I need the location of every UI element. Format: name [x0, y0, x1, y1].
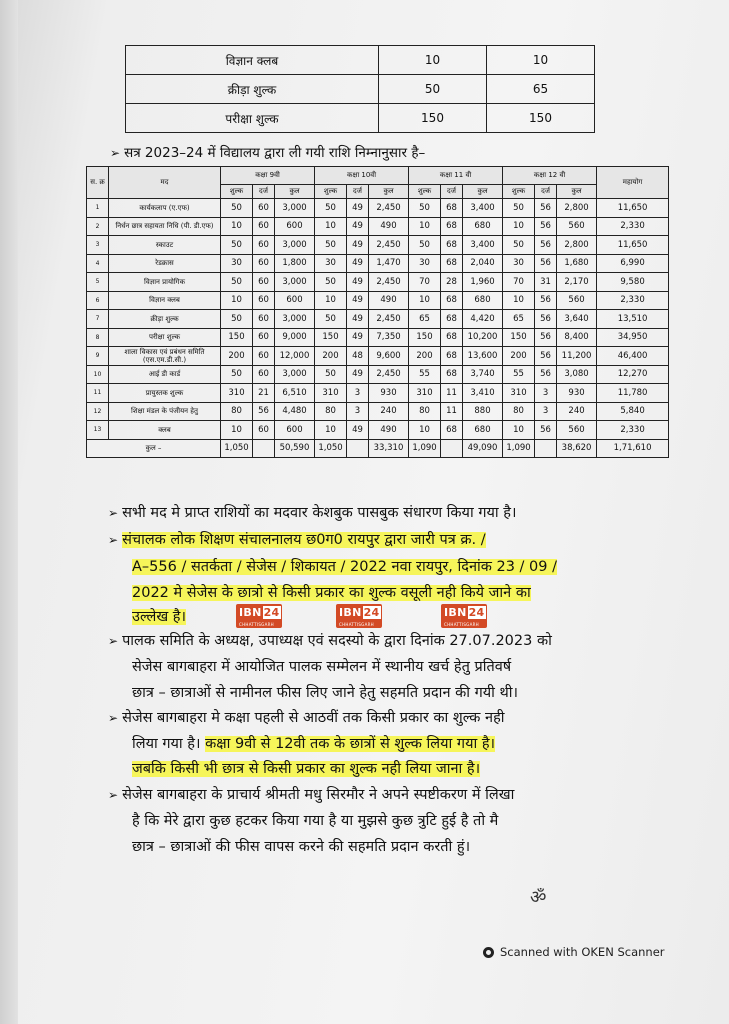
- row-cell: 56: [535, 328, 557, 347]
- header-subcolumn: दर्ज: [535, 185, 557, 199]
- row-cell: 70: [503, 273, 535, 292]
- table-row: [87, 347, 669, 366]
- total-cell: 1,050: [221, 439, 253, 458]
- row-cell: 68: [441, 310, 463, 329]
- table-row: [87, 421, 669, 440]
- top-table-row: [126, 75, 595, 104]
- row-cell: 49: [347, 421, 369, 440]
- row-serial: 9: [87, 347, 109, 366]
- paragraph-2-line-3: 2022 मे सेजेस के छात्रो से किसी प्रकार का शुल्क वसूली नही किये जाने का: [132, 585, 531, 601]
- header-subcolumn: कुल: [463, 185, 503, 199]
- row-cell: 30: [409, 254, 441, 273]
- total-cell: 50,590: [275, 439, 315, 458]
- section-heading: ➢ सत्र 2023–24 में विद्यालय द्वारा ली गयी राशि निम्नानुसार है–: [110, 145, 426, 161]
- total-cell: 1,090: [409, 439, 441, 458]
- arrow-bullet-icon: ➢: [108, 533, 119, 547]
- row-item: प्रायुस्तक शुल्क: [109, 384, 221, 403]
- header-subcolumn: कुल: [369, 185, 409, 199]
- row-cell: 3: [535, 384, 557, 403]
- table-row: [87, 365, 669, 384]
- row-cell: 490: [369, 421, 409, 440]
- total-cell: 38,620: [557, 439, 597, 458]
- row-serial: 10: [87, 365, 109, 384]
- row-cell: 680: [463, 217, 503, 236]
- row-cell: 150: [409, 328, 441, 347]
- header-subcolumn: दर्ज: [441, 185, 463, 199]
- row-serial: 8: [87, 328, 109, 347]
- row-cell: 30: [503, 254, 535, 273]
- row-cell: 9,000: [275, 328, 315, 347]
- row-cell: 240: [557, 402, 597, 421]
- row-cell: 3,000: [275, 236, 315, 255]
- header-subcolumn: दर्ज: [347, 185, 369, 199]
- row-cell: 8,400: [557, 328, 597, 347]
- row-cell: 11: [441, 384, 463, 403]
- paragraph-3: ➢ पालक समिति के अध्यक्ष, उपाध्यक्ष एवं सदस्यो के द्वारा दिनांक 27.07.2023 को: [108, 633, 552, 649]
- row-cell: 200: [221, 347, 253, 366]
- ibn24-logo: IBN 24 CHHATTISGARH: [336, 604, 382, 628]
- paragraph-1: ➢ सभी मद मे प्राप्त राशियों का मदवार केशबुक पासबुक संधारण किया गया है।: [108, 505, 517, 521]
- row-grand-total: 46,400: [597, 347, 669, 366]
- row-cell: 490: [369, 291, 409, 310]
- row-cell: 310: [409, 384, 441, 403]
- row-serial: 4: [87, 254, 109, 273]
- row-grand-total: 11,650: [597, 236, 669, 255]
- row-cell: 560: [557, 291, 597, 310]
- row-cell: 2,450: [369, 199, 409, 218]
- row-serial: 12: [87, 402, 109, 421]
- total-cell: [535, 439, 557, 458]
- row-cell: 65: [409, 310, 441, 329]
- top-table-row: [126, 104, 595, 133]
- total-cell: [441, 439, 463, 458]
- row-cell: 310: [221, 384, 253, 403]
- top-table-row: [126, 46, 595, 75]
- row-cell: 49: [347, 217, 369, 236]
- row-cell: 12,000: [275, 347, 315, 366]
- row-cell: 880: [463, 402, 503, 421]
- row-cell: 680: [463, 291, 503, 310]
- row-cell: 49: [347, 254, 369, 273]
- row-cell: 68: [441, 347, 463, 366]
- row-cell: 240: [369, 402, 409, 421]
- top-table-label: क्रीड़ा शुल्क: [126, 75, 379, 104]
- row-grand-total: 2,330: [597, 217, 669, 236]
- row-cell: 10: [315, 217, 347, 236]
- row-cell: 56: [535, 310, 557, 329]
- header-subcolumn: दर्ज: [253, 185, 275, 199]
- row-serial: 7: [87, 310, 109, 329]
- row-cell: 6,510: [275, 384, 315, 403]
- header-item: मद: [109, 167, 221, 199]
- row-cell: 50: [221, 236, 253, 255]
- scanner-logo-icon: [483, 947, 494, 958]
- row-cell: 680: [463, 421, 503, 440]
- header-subcolumn: कुल: [275, 185, 315, 199]
- total-grand: 1,71,610: [597, 439, 669, 458]
- paragraph-4-line-3: जबकि किसी भी छात्र से किसी प्रकार का शुल्क नही लिया जाना है।: [132, 761, 481, 777]
- row-cell: 68: [441, 199, 463, 218]
- row-cell: 28: [441, 273, 463, 292]
- top-table-value: 50: [379, 75, 487, 104]
- row-cell: 3,640: [557, 310, 597, 329]
- row-cell: 56: [535, 217, 557, 236]
- row-grand-total: 5,840: [597, 402, 669, 421]
- row-cell: 930: [557, 384, 597, 403]
- row-grand-total: 11,650: [597, 199, 669, 218]
- arrow-bullet-icon: ➢: [110, 146, 121, 160]
- row-cell: 49: [347, 365, 369, 384]
- row-cell: 31: [535, 273, 557, 292]
- row-serial: 5: [87, 273, 109, 292]
- row-cell: 2,450: [369, 236, 409, 255]
- row-cell: 310: [503, 384, 535, 403]
- total-cell: [347, 439, 369, 458]
- row-cell: 80: [315, 402, 347, 421]
- row-cell: 56: [535, 365, 557, 384]
- row-cell: 50: [409, 236, 441, 255]
- row-cell: 60: [253, 310, 275, 329]
- row-cell: 50: [221, 310, 253, 329]
- row-cell: 10: [221, 291, 253, 310]
- row-cell: 60: [253, 236, 275, 255]
- row-cell: 56: [535, 347, 557, 366]
- row-cell: 3: [347, 402, 369, 421]
- row-cell: 68: [441, 291, 463, 310]
- fee-summary-table: [125, 45, 595, 133]
- row-cell: 1,960: [463, 273, 503, 292]
- row-cell: 2,450: [369, 310, 409, 329]
- paragraph-4-line-2: लिया गया है। कक्षा 9वी से 12वी तक के छात्रों से शुल्क लिया गया है।: [132, 736, 496, 752]
- row-item: क्लब: [109, 421, 221, 440]
- top-table-value: 65: [487, 75, 595, 104]
- table-row: [87, 310, 669, 329]
- row-serial: 11: [87, 384, 109, 403]
- header-subcolumn: शुल्क: [221, 185, 253, 199]
- row-item: स्काउट: [109, 236, 221, 255]
- row-cell: 10: [503, 421, 535, 440]
- table-total-row: [87, 439, 669, 458]
- row-cell: 56: [535, 236, 557, 255]
- row-cell: 2,170: [557, 273, 597, 292]
- row-cell: 65: [503, 310, 535, 329]
- arrow-bullet-icon: ➢: [108, 634, 119, 648]
- row-cell: 60: [253, 291, 275, 310]
- row-cell: 55: [409, 365, 441, 384]
- row-grand-total: 34,950: [597, 328, 669, 347]
- row-cell: 30: [221, 254, 253, 273]
- row-serial: 13: [87, 421, 109, 440]
- row-cell: 150: [221, 328, 253, 347]
- page-edge: [0, 0, 18, 1024]
- row-cell: 60: [253, 254, 275, 273]
- row-cell: 80: [409, 402, 441, 421]
- row-cell: 49: [347, 310, 369, 329]
- row-item: निर्धन छात्र सहायता निधि (पी. डी.एफ): [109, 217, 221, 236]
- row-item: विज्ञान क्लब: [109, 291, 221, 310]
- row-cell: 10,200: [463, 328, 503, 347]
- row-cell: 600: [275, 421, 315, 440]
- row-cell: 50: [221, 273, 253, 292]
- row-cell: 21: [253, 384, 275, 403]
- row-cell: 68: [441, 254, 463, 273]
- row-item: आई डी कार्ड: [109, 365, 221, 384]
- row-cell: 3,410: [463, 384, 503, 403]
- row-cell: 50: [221, 199, 253, 218]
- header-subcolumn: शुल्क: [503, 185, 535, 199]
- row-cell: 3,000: [275, 273, 315, 292]
- row-cell: 3,000: [275, 199, 315, 218]
- row-cell: 50: [503, 199, 535, 218]
- ibn24-logo: IBN 24 CHHATTISGARH: [236, 604, 282, 628]
- row-cell: 10: [315, 421, 347, 440]
- row-cell: 11: [441, 402, 463, 421]
- row-cell: 48: [347, 347, 369, 366]
- row-grand-total: 6,990: [597, 254, 669, 273]
- row-cell: 80: [221, 402, 253, 421]
- table-row: [87, 236, 669, 255]
- row-grand-total: 13,510: [597, 310, 669, 329]
- row-cell: 3,740: [463, 365, 503, 384]
- row-item: परीक्षा शुल्क: [109, 328, 221, 347]
- row-cell: 68: [441, 236, 463, 255]
- row-cell: 490: [369, 217, 409, 236]
- row-cell: 600: [275, 291, 315, 310]
- top-table-value: 10: [379, 46, 487, 75]
- top-table-value: 10: [487, 46, 595, 75]
- arrow-bullet-icon: ➢: [108, 506, 119, 520]
- paragraph-4: ➢ सेजेस बागबाहरा मे कक्षा पहली से आठवीं तक किसी प्रकार का शुल्क नही: [108, 710, 505, 726]
- row-cell: 60: [253, 217, 275, 236]
- row-cell: 60: [253, 347, 275, 366]
- table-row: [87, 402, 669, 421]
- row-cell: 60: [253, 328, 275, 347]
- row-cell: 150: [503, 328, 535, 347]
- row-cell: 56: [253, 402, 275, 421]
- row-cell: 55: [503, 365, 535, 384]
- row-grand-total: 2,330: [597, 291, 669, 310]
- paragraph-5-line-3: छात्र – छात्राओं की फीस वापस करने की सहमति प्रदान करती हुं।: [132, 839, 471, 855]
- header-grand-total: महायोग: [597, 167, 669, 199]
- row-cell: 10: [409, 421, 441, 440]
- header-class-group: कक्षा 11 वी: [409, 167, 503, 185]
- row-serial: 6: [87, 291, 109, 310]
- top-table-label: विज्ञान क्लब: [126, 46, 379, 75]
- paragraph-3-line-2: सेजेस बागबाहरा में आयोजित पालक सम्मेलन में स्थानीय खर्च हेतु प्रतिवर्ष: [132, 659, 512, 675]
- row-cell: 56: [535, 254, 557, 273]
- row-item: शाला विकास एवं प्रबंधन समिति (एस.एम.डी.सी.): [109, 347, 221, 366]
- row-cell: 200: [409, 347, 441, 366]
- table-row: [87, 217, 669, 236]
- row-cell: 68: [441, 421, 463, 440]
- total-cell: 33,310: [369, 439, 409, 458]
- row-cell: 60: [253, 273, 275, 292]
- row-cell: 50: [315, 199, 347, 218]
- row-cell: 10: [221, 217, 253, 236]
- row-cell: 3,000: [275, 310, 315, 329]
- row-cell: 3,400: [463, 236, 503, 255]
- header-class-group: कक्षा 9वी: [221, 167, 315, 185]
- row-cell: 60: [253, 421, 275, 440]
- row-serial: 2: [87, 217, 109, 236]
- header-serial: स. क्र: [87, 167, 109, 199]
- top-table-value: 150: [487, 104, 595, 133]
- row-cell: 3: [347, 384, 369, 403]
- header-class-group: कक्षा 10वी: [315, 167, 409, 185]
- row-cell: 50: [315, 310, 347, 329]
- paragraph-5: ➢ सेजेस बागबाहरा के प्राचार्य श्रीमती मधु सिरमौर ने अपने स्पष्टीकरण में लिखा: [108, 787, 515, 803]
- row-cell: 10: [221, 421, 253, 440]
- row-item: क्रीड़ा शुल्क: [109, 310, 221, 329]
- row-cell: 60: [253, 365, 275, 384]
- total-cell: 1,090: [503, 439, 535, 458]
- row-cell: 56: [535, 199, 557, 218]
- header-class-group: कक्षा 12 वी: [503, 167, 597, 185]
- row-cell: 49: [347, 236, 369, 255]
- row-cell: 3: [535, 402, 557, 421]
- table-row: [87, 273, 669, 292]
- table-row: [87, 254, 669, 273]
- arrow-bullet-icon: ➢: [108, 788, 119, 802]
- row-cell: 50: [409, 199, 441, 218]
- row-item: विज्ञान प्रायोगिक: [109, 273, 221, 292]
- total-cell: 1,050: [315, 439, 347, 458]
- row-cell: 600: [275, 217, 315, 236]
- row-serial: 3: [87, 236, 109, 255]
- row-cell: 10: [503, 291, 535, 310]
- row-cell: 49: [347, 291, 369, 310]
- row-cell: 50: [503, 236, 535, 255]
- row-cell: 50: [221, 365, 253, 384]
- row-cell: 56: [535, 421, 557, 440]
- row-cell: 3,080: [557, 365, 597, 384]
- row-cell: 10: [315, 291, 347, 310]
- total-cell: 49,090: [463, 439, 503, 458]
- row-item: रेडक्रास: [109, 254, 221, 273]
- header-subcolumn: कुल: [557, 185, 597, 199]
- paragraph-2: ➢ संचालक लोक शिक्षण संचालनालय छ0ग0 रायपुर द्वारा जारी पत्र क्र. /: [108, 532, 486, 548]
- row-cell: 11,200: [557, 347, 597, 366]
- row-cell: 2,040: [463, 254, 503, 273]
- row-cell: 200: [503, 347, 535, 366]
- row-cell: 2,800: [557, 199, 597, 218]
- row-cell: 150: [315, 328, 347, 347]
- row-cell: 68: [441, 217, 463, 236]
- paragraph-2-line-4: उल्लेख है।: [132, 609, 186, 625]
- row-item: कार्यकलाप (ए.एफ): [109, 199, 221, 218]
- row-cell: 9,600: [369, 347, 409, 366]
- scanner-watermark: Scanned with OKEN Scanner: [483, 945, 665, 959]
- row-grand-total: 12,270: [597, 365, 669, 384]
- paragraph-2-line-2: A–556 / सतर्कता / सेजेस / शिकायत / 2022 नवा रायपुर, दिनांक 23 / 09 /: [132, 559, 557, 575]
- row-cell: 49: [347, 328, 369, 347]
- table-row: [87, 384, 669, 403]
- row-cell: 3,000: [275, 365, 315, 384]
- row-cell: 200: [315, 347, 347, 366]
- row-cell: 930: [369, 384, 409, 403]
- header-subcolumn: शुल्क: [315, 185, 347, 199]
- row-cell: 68: [441, 365, 463, 384]
- row-cell: 2,450: [369, 273, 409, 292]
- row-cell: 1,470: [369, 254, 409, 273]
- row-cell: 2,450: [369, 365, 409, 384]
- row-serial: 1: [87, 199, 109, 218]
- fee-detail-table: [86, 166, 669, 458]
- arrow-bullet-icon: ➢: [108, 711, 119, 725]
- row-cell: 4,480: [275, 402, 315, 421]
- total-label: कुल –: [87, 439, 221, 458]
- table-row: [87, 291, 669, 310]
- row-grand-total: 9,580: [597, 273, 669, 292]
- row-grand-total: 2,330: [597, 421, 669, 440]
- row-cell: 560: [557, 421, 597, 440]
- row-cell: 56: [535, 291, 557, 310]
- row-cell: 10: [409, 217, 441, 236]
- table-row: [87, 199, 669, 218]
- row-cell: 70: [409, 273, 441, 292]
- table-row: [87, 328, 669, 347]
- row-cell: 80: [503, 402, 535, 421]
- row-cell: 4,420: [463, 310, 503, 329]
- row-cell: 310: [315, 384, 347, 403]
- row-cell: 7,350: [369, 328, 409, 347]
- row-cell: 30: [315, 254, 347, 273]
- row-cell: 13,600: [463, 347, 503, 366]
- row-cell: 2,800: [557, 236, 597, 255]
- row-item: शिक्षा मंडल के पंजीयन हेतु: [109, 402, 221, 421]
- total-cell: [253, 439, 275, 458]
- row-cell: 10: [503, 217, 535, 236]
- row-cell: 60: [253, 199, 275, 218]
- paragraph-3-line-3: छात्र – छात्राओं से नामीनल फीस लिए जाने हेतु सहमति प्रदान की गयी थी।: [132, 685, 519, 701]
- row-cell: 1,680: [557, 254, 597, 273]
- row-cell: 50: [315, 236, 347, 255]
- signature: ॐ: [530, 887, 547, 908]
- top-table-label: परीक्षा शुल्क: [126, 104, 379, 133]
- row-cell: 49: [347, 199, 369, 218]
- row-cell: 50: [315, 273, 347, 292]
- row-cell: 10: [409, 291, 441, 310]
- row-cell: 68: [441, 328, 463, 347]
- row-cell: 50: [315, 365, 347, 384]
- paragraph-5-line-2: है कि मेरे द्वारा कुछ हटकर किया गया है या मुझसे कुछ त्रुटि हुई है तो मै: [132, 813, 499, 829]
- row-cell: 1,800: [275, 254, 315, 273]
- row-cell: 49: [347, 273, 369, 292]
- top-table-value: 150: [379, 104, 487, 133]
- header-subcolumn: शुल्क: [409, 185, 441, 199]
- row-cell: 560: [557, 217, 597, 236]
- ibn24-logo: IBN 24 CHHATTISGARH: [441, 604, 487, 628]
- row-cell: 3,400: [463, 199, 503, 218]
- row-grand-total: 11,780: [597, 384, 669, 403]
